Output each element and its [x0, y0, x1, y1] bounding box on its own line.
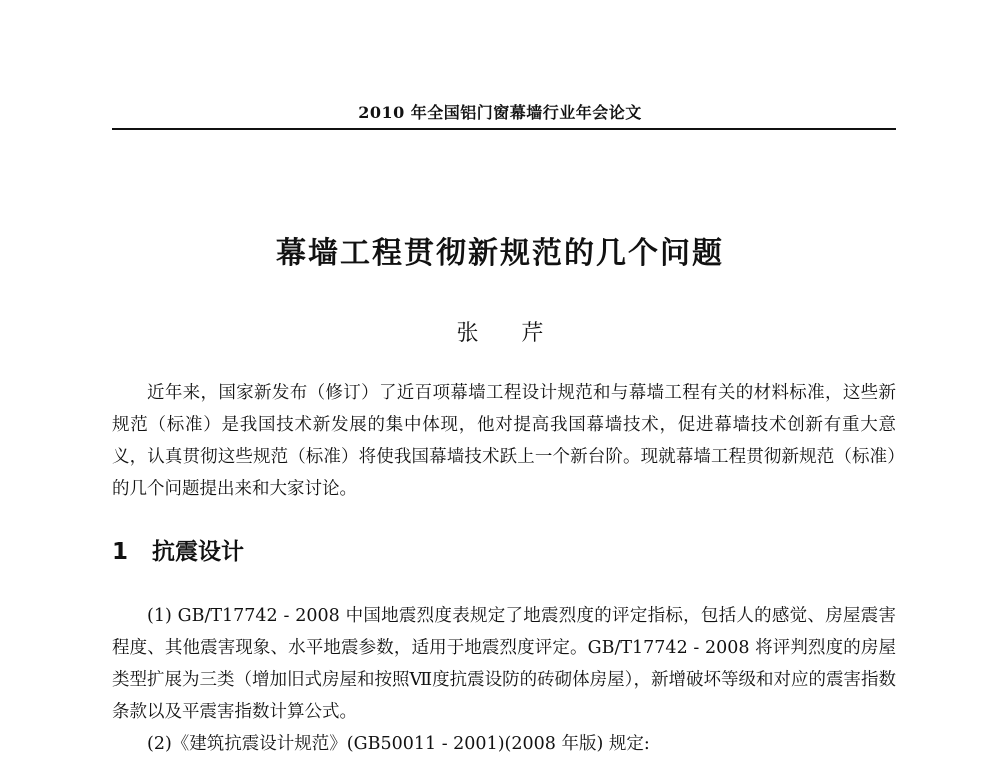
abstract-paragraph: 近年来，国家新发布（修订）了近百项幕墙工程设计规范和与幕墙工程有关的材料标准，这些新规范（标准）是我国技术新发展的集中体现，他对提高我国幕墙技术，促进幕墙技术创新有重大意义，认真贯彻这些规范（标准）将使我国幕墙技术跃上一个新台阶。现就幕墙工程贯彻新规范（标准）的几个问题提出来和大家讨论。 — [112, 383, 896, 499]
section-title: 抗震设计 — [152, 539, 244, 565]
section-number: 1 — [112, 539, 129, 565]
section-heading — [112, 533, 244, 566]
body-paragraph: (1) GB/T17742 - 2008 中国地震烈度表规定了地震烈度的评定指标，包括人的感觉、房屋震害程度、其他震害现象、水平地震参数，适用于地震烈度评定。GB/T17742 - 2008 将评判烈度的房屋类型扩展为三类（增加旧式房屋和按照Ⅶ度抗震设防的砖砌体房屋），新增破坏等级和对应的震害指数条款以及平震害指数计算公式。 — [112, 606, 896, 722]
running-header: 2010 年全国铝门窗幕墙行业年会论文 — [358, 103, 642, 122]
header-rule — [112, 128, 896, 130]
paper-title: 幕墙工程贯彻新规范的几个问题 — [276, 236, 724, 271]
body-paragraph: (2)《建筑抗震设计规范》(GB50011 - 2001)(2008 年版) 规定: — [147, 734, 650, 754]
author-name: 张 芹 — [456, 321, 562, 346]
